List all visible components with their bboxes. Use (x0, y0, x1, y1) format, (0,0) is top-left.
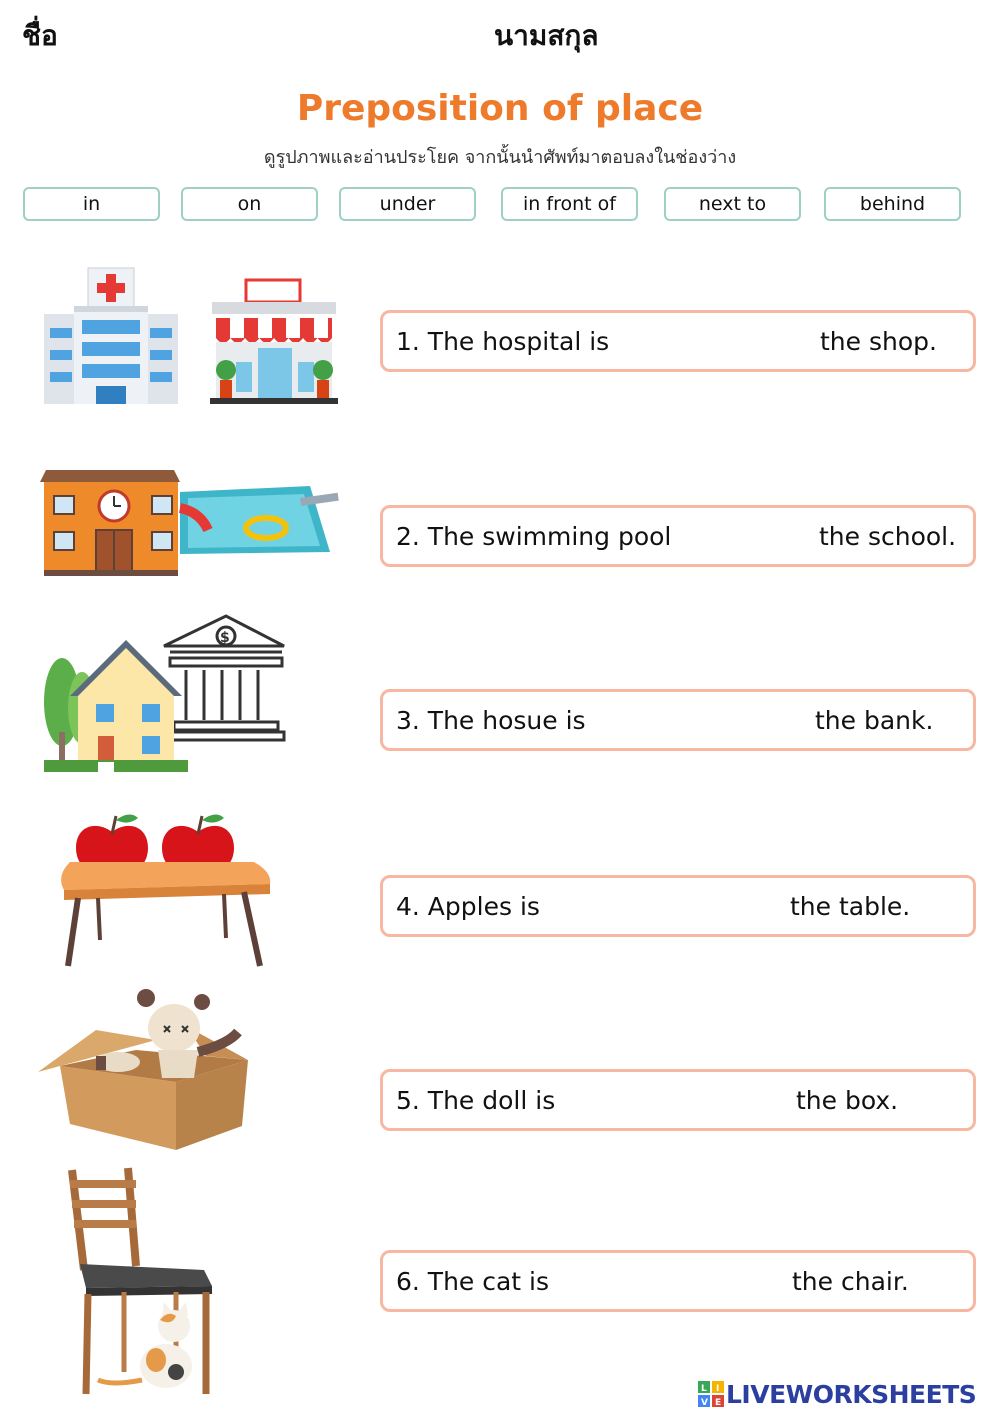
svg-text:E: E (715, 1398, 722, 1407)
question-5-box (380, 1069, 976, 1131)
question-6-ending: the chair. (792, 1267, 909, 1296)
question-1-box (380, 310, 976, 372)
question-2-box (380, 505, 976, 567)
instruction-text: ดูรูปภาพและอ่านประโยค จากนั้นนำศัพท์มาตอบลงในช่องว่าง (263, 147, 737, 168)
word-option-next-to[interactable]: next to (664, 187, 801, 221)
apples-on-table-picture (56, 806, 276, 970)
question-5-answer-blank[interactable] (563, 1080, 788, 1120)
question-3-answer-blank[interactable] (598, 700, 808, 740)
pool-icon (180, 486, 339, 554)
hospital-and-shop-picture (40, 262, 340, 408)
shop-icon (210, 280, 338, 404)
question-2-ending: the school. (819, 522, 957, 551)
question-6-box (380, 1250, 976, 1312)
liveworksheets-brand-text: LIVEWORKSHEETS (726, 1379, 977, 1409)
doll-in-box-picture (36, 986, 252, 1152)
house-and-bank-picture (40, 612, 290, 778)
question-1-answer-blank[interactable] (623, 321, 813, 361)
question-4-box (380, 875, 976, 937)
question-6-text: 6. The cat is (396, 1267, 550, 1296)
word-option-on[interactable]: on (181, 187, 318, 221)
question-3-ending: the bank. (815, 706, 934, 735)
word-option-in-front-of[interactable]: in front of (501, 187, 638, 221)
question-4-answer-blank[interactable] (553, 886, 783, 926)
question-2-text: 2. The swimming pool (396, 522, 672, 551)
question-1-ending: the shop. (820, 327, 937, 356)
page-title: Preposition of place (296, 88, 704, 129)
word-option-behind[interactable]: behind (824, 187, 961, 221)
question-6-answer-blank[interactable] (563, 1261, 788, 1301)
svg-text:I: I (716, 1384, 720, 1394)
svg-text:$: $ (220, 630, 230, 646)
surname-label: นามสกุล (494, 19, 599, 52)
question-2-answer-blank[interactable] (678, 516, 808, 556)
name-label: ชื่อ (22, 19, 58, 52)
question-3-text: 3. The hosue is (396, 706, 586, 735)
question-5-text: 5. The doll is (396, 1086, 556, 1115)
word-option-in[interactable]: in (23, 187, 160, 221)
question-1-text: 1. The hospital is (396, 327, 610, 356)
table-icon (61, 862, 270, 966)
hospital-icon (44, 268, 178, 404)
word-option-under[interactable]: under (339, 187, 476, 221)
question-3-box (380, 689, 976, 751)
liveworksheets-brand (698, 1378, 994, 1410)
cat-under-chair-picture (64, 1166, 224, 1398)
question-4-text: 4. Apples is (396, 892, 540, 921)
question-4-ending: the table. (790, 892, 911, 921)
school-and-pool-picture (40, 456, 340, 580)
svg-text:L: L (701, 1384, 707, 1394)
question-5-ending: the box. (796, 1086, 899, 1115)
svg-text:V: V (701, 1398, 708, 1407)
liveworksheets-logo-icon (698, 1381, 724, 1407)
school-icon (40, 470, 180, 576)
